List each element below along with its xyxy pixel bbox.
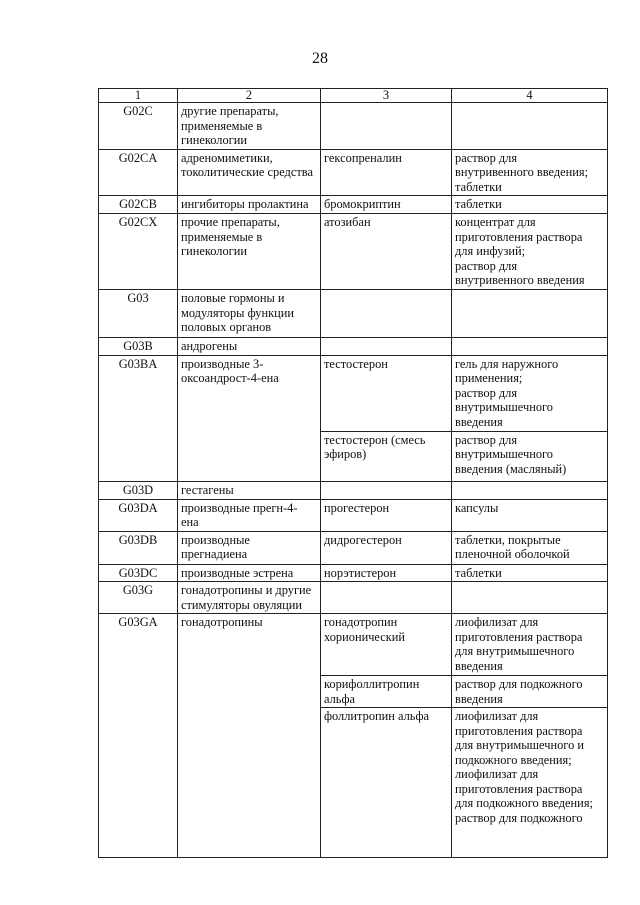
dosage-form-cell-line: приготовления раствора <box>455 629 583 644</box>
group-name-cell-line: андрогены <box>181 339 238 353</box>
dosage-form-cell <box>452 149 608 196</box>
atc-code-cell: G03BA <box>99 355 178 481</box>
group-name-cell-line: оксоандрост-4-ена <box>181 371 279 385</box>
group-name-cell <box>178 531 321 564</box>
drug-name-cell <box>321 431 452 481</box>
dosage-form-cell-line: внутривенного введения; <box>455 165 589 179</box>
group-name-cell-line: производные <box>181 532 250 547</box>
group-name-cell <box>178 582 321 614</box>
drug-name-cell-line: альфа <box>324 691 355 706</box>
dosage-form-cell <box>452 355 608 431</box>
column-header: 2 <box>178 89 321 103</box>
atc-code-cell: G02CB <box>99 196 178 214</box>
table-row <box>99 214 608 290</box>
dosage-form-cell-line: таблетки <box>455 565 502 580</box>
dosage-form-cell-line: лиофилизат для <box>455 709 539 723</box>
atc-code-cell: G03GA <box>99 614 178 858</box>
atc-code-cell: G03DB <box>99 531 178 564</box>
drug-name-cell-line: гексопреналин <box>324 150 402 165</box>
group-name-cell-line: прегнадиена <box>181 547 248 561</box>
drug-name-cell-line: бромокриптин <box>324 197 401 211</box>
drug-classification-table <box>98 88 608 858</box>
dosage-form-cell-line: таблетки <box>455 197 502 211</box>
group-name-cell-line: половые гормоны и <box>181 291 285 305</box>
group-name-cell-line: производные прегн-4- <box>181 500 298 515</box>
dosage-form-cell-line: для подкожного введения; <box>455 796 593 810</box>
group-name-cell <box>178 338 321 356</box>
drug-name-cell-line: дидрогестерон <box>324 532 402 547</box>
atc-code-cell: G03D <box>99 481 178 499</box>
table-row <box>99 355 608 431</box>
dosage-form-cell-line: для инфузий; <box>455 244 526 258</box>
dosage-form-cell <box>452 196 608 214</box>
group-name-cell-line: производные эстрена <box>181 565 294 580</box>
dosage-form-cell <box>452 499 608 531</box>
drug-name-cell <box>321 499 452 531</box>
table-row <box>99 481 608 499</box>
dosage-form-cell <box>452 481 608 499</box>
table-row <box>99 149 608 196</box>
group-name-cell-line: стимуляторы овуляции <box>181 597 303 612</box>
dosage-form-cell <box>452 708 608 858</box>
table-header-row <box>99 89 608 103</box>
drug-name-cell-line: эфиров) <box>324 447 367 461</box>
dosage-form-cell-line: приготовления раствора <box>455 723 583 738</box>
dosage-form-cell-line: для внутримышечного и <box>455 738 585 752</box>
dosage-form-cell <box>452 214 608 290</box>
dosage-form-cell <box>452 290 608 338</box>
drug-name-cell-line: тестостерон (смесь <box>324 432 426 447</box>
atc-code-cell: G02CX <box>99 214 178 290</box>
dosage-form-cell-line: для внутримышечного <box>455 644 575 658</box>
atc-code-cell: G02C <box>99 103 178 150</box>
dosage-form-cell-line: приготовления раствора <box>455 781 583 796</box>
drug-name-cell <box>321 582 452 614</box>
group-name-cell-line: гонадотропины <box>181 615 263 629</box>
dosage-form-cell <box>452 676 608 708</box>
table-row <box>99 564 608 582</box>
drug-name-cell-line: норэтистерон <box>324 565 397 580</box>
group-name-cell-line: ена <box>181 515 199 529</box>
drug-name-cell <box>321 338 452 356</box>
group-name-cell <box>178 614 321 858</box>
group-name-cell <box>178 103 321 150</box>
column-header: 1 <box>99 89 178 103</box>
dosage-form-cell-line: раствор для <box>455 150 518 165</box>
group-name-cell <box>178 290 321 338</box>
dosage-form-cell-line: введения <box>455 658 503 673</box>
group-name-cell-line: другие препараты, <box>181 104 279 118</box>
drug-name-cell-line: атозибан <box>324 215 371 229</box>
group-name-cell-line: гинекологии <box>181 133 247 147</box>
group-name-cell <box>178 564 321 582</box>
dosage-form-cell <box>452 614 608 676</box>
atc-code-cell: G02CA <box>99 149 178 196</box>
drug-name-cell <box>321 196 452 214</box>
drug-name-cell-line: гонадотропин <box>324 615 398 629</box>
dosage-form-cell-line: внутривенного введения <box>455 273 585 287</box>
table-row <box>99 499 608 531</box>
dosage-form-cell <box>452 103 608 150</box>
dosage-form-cell-line: лиофилизат для <box>455 767 539 781</box>
dosage-form-cell-line: концентрат для <box>455 215 536 229</box>
atc-code-cell: G03B <box>99 338 178 356</box>
page-number: 28 <box>312 50 328 67</box>
group-name-cell-line: применяемые в <box>181 229 263 244</box>
table-row <box>99 531 608 564</box>
drug-name-cell-line: прогестерон <box>324 500 390 515</box>
dosage-form-cell-line: раствор для <box>455 432 518 447</box>
dosage-form-cell-line: раствор для подкожного <box>455 677 583 691</box>
group-name-cell <box>178 214 321 290</box>
group-name-cell-line: ингибиторы пролактина <box>181 197 309 211</box>
drug-name-cell <box>321 103 452 150</box>
drug-name-cell <box>321 676 452 708</box>
dosage-form-cell-line: введения <box>455 414 503 429</box>
atc-code-cell: G03DA <box>99 499 178 531</box>
group-name-cell-line: адреномиметики, <box>181 150 273 165</box>
drug-name-cell <box>321 531 452 564</box>
atc-code-cell: G03DC <box>99 564 178 582</box>
dosage-form-cell <box>452 431 608 481</box>
drug-name-cell <box>321 481 452 499</box>
group-name-cell-line: прочие препараты, <box>181 215 280 229</box>
group-name-cell <box>178 355 321 481</box>
group-name-cell-line: гинекологии <box>181 244 247 258</box>
drug-name-cell <box>321 214 452 290</box>
dosage-form-cell-line: применения; <box>455 371 523 385</box>
dosage-form-cell-line: приготовления раствора <box>455 229 583 244</box>
dosage-form-cell-line: капсулы <box>455 500 499 515</box>
drug-name-cell <box>321 355 452 431</box>
dosage-form-cell-line: внутримышечного <box>455 400 553 414</box>
group-name-cell-line: гонадотропины и другие <box>181 583 312 597</box>
dosage-form-cell-line: пленочной оболочкой <box>455 547 570 561</box>
group-name-cell <box>178 499 321 531</box>
drug-name-cell-line: хорионический <box>324 629 406 644</box>
table-row <box>99 103 608 150</box>
dosage-form-cell <box>452 338 608 356</box>
column-header: 4 <box>452 89 608 103</box>
drug-name-cell-line: тестостерон <box>324 356 388 371</box>
dosage-form-cell-line: внутримышечного <box>455 447 553 461</box>
table-row <box>99 196 608 214</box>
drug-name-cell <box>321 290 452 338</box>
dosage-form-cell-line: таблетки <box>455 179 502 194</box>
dosage-form-cell-line: раствор для подкожного <box>455 810 583 825</box>
dosage-form-cell-line: подкожного введения; <box>455 752 572 767</box>
group-name-cell-line: производные 3- <box>181 356 264 371</box>
drug-name-cell <box>321 708 452 858</box>
dosage-form-cell-line: лиофилизат для <box>455 615 539 629</box>
drug-name-cell <box>321 149 452 196</box>
table-row <box>99 614 608 676</box>
dosage-form-cell-line: введения <box>455 691 503 706</box>
group-name-cell-line: половых органов <box>181 320 272 334</box>
dosage-form-cell <box>452 531 608 564</box>
atc-code-cell: G03 <box>99 290 178 338</box>
group-name-cell-line: модуляторы функции <box>181 305 295 320</box>
group-name-cell <box>178 196 321 214</box>
atc-code-cell: G03G <box>99 582 178 614</box>
drug-name-cell-line: фоллитропин альфа <box>324 709 429 723</box>
group-name-cell <box>178 481 321 499</box>
drug-name-cell <box>321 564 452 582</box>
dosage-form-cell-line: раствор для <box>455 385 518 400</box>
dosage-form-cell <box>452 582 608 614</box>
dosage-form-cell-line: гель для наружного <box>455 356 559 371</box>
group-name-cell <box>178 149 321 196</box>
dosage-form-cell-line: раствор для <box>455 258 518 273</box>
group-name-cell-line: гестагены <box>181 482 234 497</box>
drug-name-cell-line: корифоллитропин <box>324 677 420 691</box>
dosage-form-cell-line: таблетки, покрытые <box>455 532 561 547</box>
table-row <box>99 582 608 614</box>
table-row <box>99 338 608 356</box>
table-row <box>99 290 608 338</box>
group-name-cell-line: токолитические средства <box>181 165 313 179</box>
group-name-cell-line: применяемые в <box>181 118 263 133</box>
dosage-form-cell-line: введения (масляный) <box>455 461 567 476</box>
drug-name-cell <box>321 614 452 676</box>
column-header: 3 <box>321 89 452 103</box>
dosage-form-cell <box>452 564 608 582</box>
